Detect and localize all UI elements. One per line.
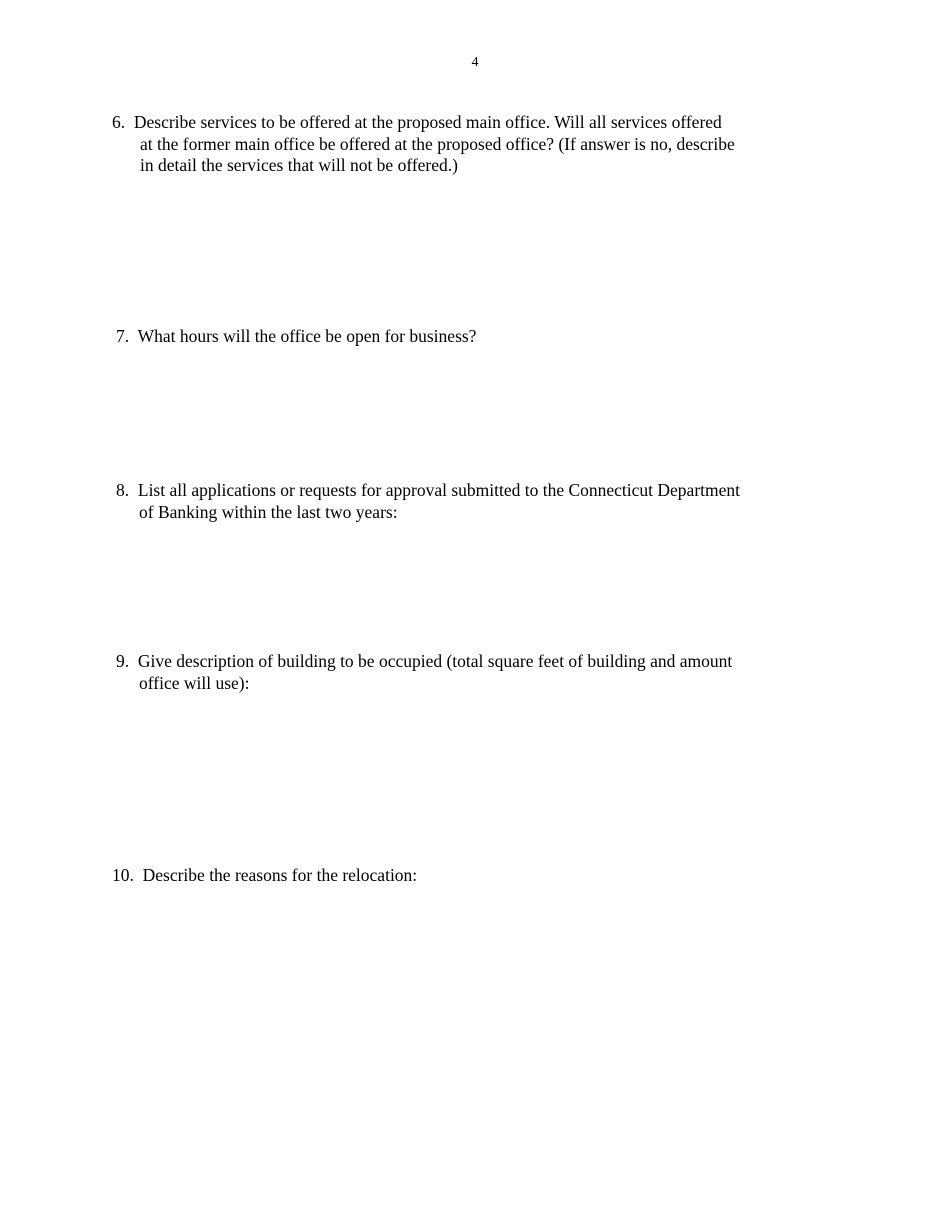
question-7-line-1 (116, 326, 816, 348)
question-8-text-2: of Banking within the last two years: (139, 501, 398, 522)
question-6 (112, 112, 812, 177)
question-7-number: 7. (116, 326, 130, 346)
question-6-text-1: Describe services to be offered at the proposed main office. Will all services offered (133, 112, 722, 132)
question-8-line-1 (116, 480, 816, 502)
question-10 (112, 865, 812, 887)
question-8-text-1: List all applications or requests for approval submitted to the Connecticut Department (137, 480, 741, 500)
question-6-number: 6. (112, 112, 126, 132)
question-6-text-3: in detail the services that will not be offered.) (140, 155, 458, 175)
question-9-text-2: office will use): (139, 672, 250, 693)
question-7-text-1: What hours will the office be open for business? (137, 326, 477, 346)
question-8-number: 8. (116, 480, 130, 500)
page-number: 4 (471, 55, 479, 70)
question-6-line-1 (112, 112, 812, 134)
question-10-text-1: Describe the reasons for the relocation: (142, 865, 418, 885)
question-9-text-1: Give description of building to be occupied (total square feet of building and amount (137, 651, 733, 671)
question-7 (116, 326, 816, 348)
question-6-text-2: at the former main office be offered at the proposed office? (If answer is no, describe (140, 133, 735, 154)
question-10-line-1 (112, 865, 812, 887)
question-9-number: 9. (116, 651, 130, 671)
question-9 (116, 651, 816, 694)
question-9-line-1 (116, 651, 816, 673)
question-10-number: 10. (112, 865, 134, 885)
question-8 (116, 480, 816, 523)
